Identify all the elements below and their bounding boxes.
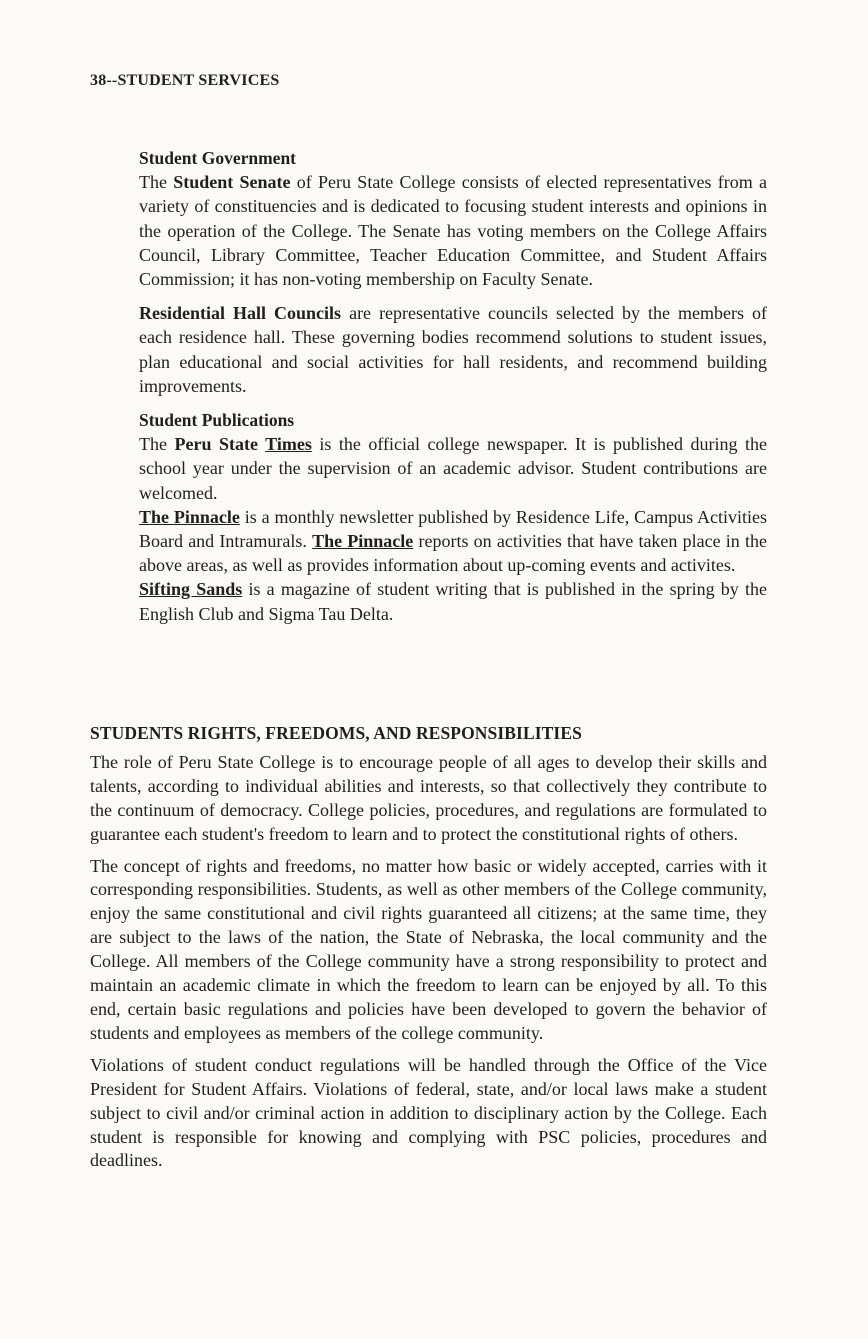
student-government-heading: Student Government (139, 148, 297, 168)
rights-section (90, 722, 767, 1181)
student-senate-paragraph: The Student Senate of Peru State College consists of elected representatives from a variety of constituencies and is dedicated to focusing student interests and opinions in the operation of the College. The Senate has voting members on the College Affairs Council, Library Committee, Teacher Education Committee, and Student Affairs Commission; it has non-voting membership on Faculty Senate. (139, 172, 767, 290)
peru-state-times-paragraph: The Peru State Times is the official college newspaper. It is published during the school year under the supervision of an academic advisor. Student contributions are welcomed. (139, 434, 767, 503)
pinnacle-paragraph: The Pinnacle is a monthly newsletter published by Residence Life, Campus Activities Board and Intramurals. The Pinnacle reports on activities that have taken place in the above areas, as well as provides information about up-coming events and activites. (139, 506, 767, 576)
rights-paragraph-1: The role of Peru State College is to encourage people of all ages to develop their skills and talents, according to individual abilities and interests, so that collectively they contribute to the continuum of democracy. College policies, procedures, and regulations are formulated to guarantee each student's freedom to learn and to protect the constitutional rights of others. (90, 751, 767, 844)
peru-state-times-title: Peru State Times (174, 434, 312, 455)
residential-hall-councils-paragraph: Residential Hall Councils are representative councils selected by the members of each residence hall. These governing bodies recommend solutions to student issues, plan educational and social activities for hall residents, and recommend building improvements. (139, 303, 768, 396)
rights-heading: STUDENTS RIGHTS, FREEDOMS, AND RESPONSIBILITIES (90, 723, 582, 743)
rights-paragraph-2: The concept of rights and freedoms, no matter how basic or widely accepted, carries with it corresponding responsibilities. Students, as well as other members of the College community, enjoy the same constitutional and civil rights guaranteed all citizens; at the same time, they are subject to the laws of the nation, the State of Nebraska, the local community and the College. All members of the College community have a strong responsibility to protect and maintain an academic climate in which the freedom to learn can be enjoyed by all. To this end, certain basic regulations and policies have been developed to govern the behavior of students and employees as members of the college community. (90, 855, 767, 1043)
sifting-sands-title: Sifting Sands (139, 579, 243, 600)
student-services-subsections (139, 146, 767, 626)
rights-paragraph-3: Violations of student conduct regulations will be handled through the Office of the Vice President for Student Affairs. Violations of federal, state, and/or local laws make a student subject to civil and/or criminal action in addition to disciplinary action by the College. Each student is responsible for knowing and complying with PSC policies, procedures and deadlines. (90, 1054, 767, 1171)
residential-hall-councils-term: Residential Hall Councils (139, 303, 342, 324)
pinnacle-title-2: The Pinnacle (312, 531, 414, 552)
student-publications-heading: Student Publications (139, 410, 295, 431)
sifting-sands-paragraph: Sifting Sands is a magazine of student writing that is published in the spring by the English Club and Sigma Tau Delta. (139, 579, 767, 624)
student-senate-term: Student Senate (173, 172, 291, 193)
running-head: 38--STUDENT SERVICES (90, 72, 280, 89)
pinnacle-title: The Pinnacle (139, 506, 240, 527)
